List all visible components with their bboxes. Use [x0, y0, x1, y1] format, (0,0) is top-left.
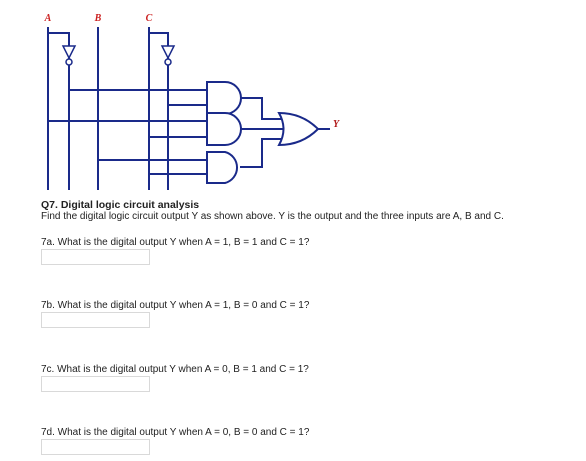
not-gate-a: [63, 46, 75, 65]
input-label-b: B: [94, 13, 102, 24]
not-a-branch: [48, 33, 69, 190]
answer-7c-input[interactable]: [41, 376, 150, 392]
and-gate-3: [207, 152, 237, 183]
and-gate-2: [207, 113, 241, 145]
question-title: Q7. Digital logic circuit analysis: [41, 199, 200, 211]
question-7b-label: 7b. What is the digital output Y when A = 1, B = 0 and C = 1?: [41, 300, 310, 311]
output-label-y: Y: [333, 119, 340, 130]
logic-circuit-diagram: [0, 0, 586, 200]
question-7d-label: 7d. What is the digital output Y when A = 0, B = 0 and C = 1?: [41, 427, 310, 438]
question-7c-label: 7c. What is the digital output Y when A = 0, B = 1 and C = 1?: [41, 364, 309, 375]
or-gate: [279, 113, 318, 145]
question-description: Find the digital logic circuit output Y as shown above. Y is the output and the three inputs are A, B and C.: [41, 211, 504, 222]
input-label-c: C: [145, 13, 153, 24]
answer-7b-input[interactable]: [41, 312, 150, 328]
answer-7d-input[interactable]: [41, 439, 150, 455]
question-7a-label: 7a. What is the digital output Y when A = 1, B = 1 and C = 1?: [41, 237, 310, 248]
and-gate-1: [207, 82, 241, 114]
not-c-branch: [149, 33, 168, 190]
input-label-a: A: [44, 13, 52, 24]
answer-7a-input[interactable]: [41, 249, 150, 265]
not-gate-c: [162, 46, 174, 65]
